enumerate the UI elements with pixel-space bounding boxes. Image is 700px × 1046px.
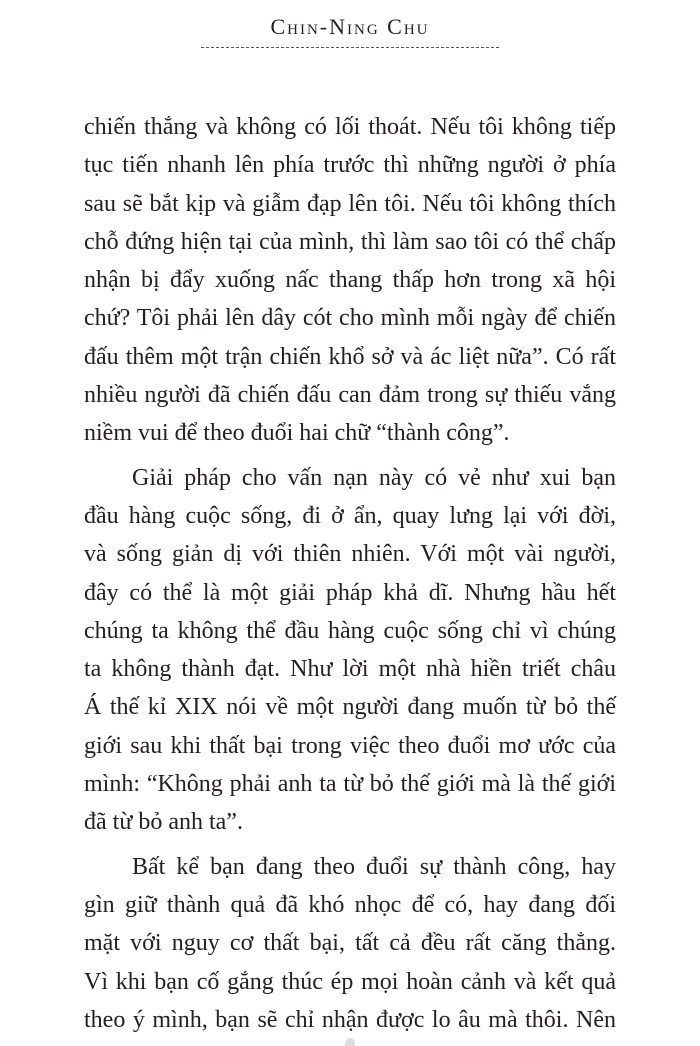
text-line: Bất kể bạn đang theo đuổi sự thành công, hay [132,853,616,880]
text-line: chứ? Tôi phải lên dây cót cho mình mỗi ngày để chiến [84,305,616,332]
text-line: Giải pháp cho vấn nạn này có vẻ như xui bạn [132,464,616,491]
text-line: và sống giản dị với thiên nhiên. Với một vài người, [84,541,616,568]
header-divider [201,47,499,48]
text-line: đã từ bỏ anh ta”. [84,809,243,836]
text-line: niềm vui để theo đuổi hai chữ “thành công”. [84,420,510,447]
text-line: theo ý mình, bạn sẽ chỉ nhận được lo âu mà thôi. Nên [84,1006,616,1033]
paragraph [84,459,616,842]
running-header: Chin-Ning Chu [270,14,430,39]
text-line: nhiều người đã chiến đấu can đảm trong sự thiếu vắng [84,382,616,409]
text-line: chiến thắng và không có lối thoát. Nếu tôi không tiếp [84,114,616,140]
text-line: mình: “Không phải anh ta từ bỏ thế giới mà là thế giới [84,771,616,798]
text-line: giới sau khi thất bại trong việc theo đuổi mơ ước của [84,732,616,759]
text-line: chỗ đứng hiện tại của mình, thì làm sao tôi có thể chấp [84,228,616,255]
text-line: chúng ta không thể đầu hàng cuộc sống chỉ vì chúng [84,617,616,644]
text-line: Á thế kỉ XIX nói về một người đang muốn từ bỏ thế [84,694,616,721]
text-line: đầu hàng cuộc sống, đi ở ẩn, quay lưng lại với đời, [84,502,616,529]
text-line: đây có thể là một giải pháp khả dĩ. Nhưng hầu hết [84,579,616,606]
page-body [84,108,616,1045]
text-line: ta không thành đạt. Như lời một nhà hiền triết châu [84,656,616,683]
text-line: mặt với nguy cơ thất bại, tất cả đều rất căng thẳng. [84,930,616,957]
text-line: nhận bị đẩy xuống nấc thang thấp hơn trong xã hội [84,267,616,294]
text-line: gìn giữ thành quả đã khó nhọc để có, hay đang đối [84,891,616,918]
text-line: Vì khi bạn cố gắng thúc ép mọi hoàn cảnh và kết quả [84,968,616,995]
page-edge-mark [345,1038,355,1046]
paragraph [84,108,616,453]
paragraph [84,848,616,1039]
text-line: đấu thêm một trận chiến khổ sở và ác liệt nữa”. Có rất [84,343,616,370]
text-line: sau sẽ bắt kịp và giẫm đạp lên tôi. Nếu tôi không thích [84,190,616,217]
text-line: tục tiến nhanh lên phía trước thì những người ở phía [84,152,616,179]
